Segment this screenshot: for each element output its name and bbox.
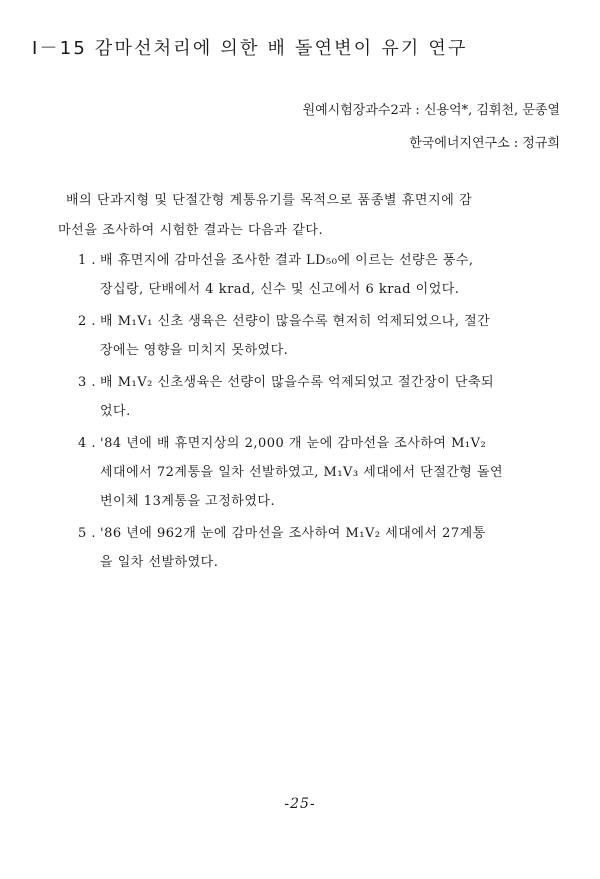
item-number: 1 . [78,253,97,268]
result-list [78,246,568,580]
item-line: 변이체 13계통을 고정하였다. [100,494,276,509]
item-number: 5 . [78,526,97,541]
list-item [78,519,568,577]
item-line: 장십랑, 단배에서 4 krad, 신수 및 신고에서 6 krad 이었다. [100,282,460,297]
item-line: 배 M₁V₂ 신초생육은 선량이 많을수록 억제되었고 절간장이 단축되 [100,375,494,390]
list-item [78,307,568,365]
item-body [100,368,568,426]
item-number: 2 . [78,314,97,329]
list-item [78,246,568,304]
item-line: 배 M₁V₁ 신초 생육은 선량이 많을수록 현저히 억제되었으나, 절간 [100,314,491,329]
item-body [100,519,568,577]
author-affiliation-1: 원예시험장과수2과 : 신용억*, 김휘천, 문종열 [302,103,560,118]
list-item [78,429,568,516]
intro-paragraph [58,186,566,246]
document-title: I－15 감마선처리에 의한 배 돌연변이 유기 연구 [32,38,468,59]
item-line: 을 일차 선발하였다. [100,555,219,570]
author-affiliation-2: 한국에너지연구소 : 정규희 [409,136,560,151]
page-number: -25- [284,796,316,812]
item-body [100,246,568,304]
item-body [100,429,568,516]
item-body [100,307,568,365]
item-line: 세대에서 72계통을 일차 선발하였고, M₁V₃ 세대에서 단절간형 돌연 [100,465,504,480]
item-line: '84 년에 배 휴면지상의 2,000 개 눈에 감마선을 조사하여 M₁V₂ [100,436,487,451]
item-line: 배 휴면지에 감마선을 조사한 결과 LD₅₀에 이르는 선량은 풍수, [100,253,474,268]
item-line: 었다. [100,404,131,419]
intro-line-1: 배의 단과지형 및 단절간형 계통유기를 목적으로 품종별 휴면지에 감 [66,193,473,208]
item-line: 장에는 영향을 미치지 못하였다. [100,343,289,358]
list-item [78,368,568,426]
intro-line-2: 마선을 조사하여 시험한 결과는 다음과 같다. [58,223,324,238]
item-number: 4 . [78,436,97,451]
item-line: '86 년에 962개 눈에 감마선을 조사하여 M₁V₂ 세대에서 27계통 [100,526,486,541]
item-number: 3 . [78,375,97,390]
